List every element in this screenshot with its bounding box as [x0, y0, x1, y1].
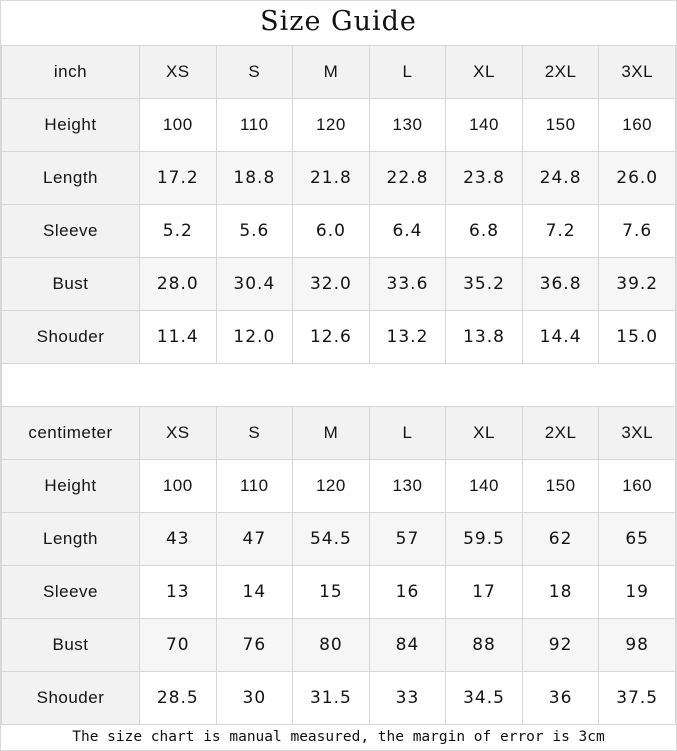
size-header-l: L — [369, 45, 446, 98]
cell: 5.6 — [216, 204, 293, 257]
measurement-note: The size chart is manual measured, the margin of error is 3cm — [72, 729, 605, 746]
cell: 18 — [522, 565, 599, 618]
cell: 13 — [140, 565, 217, 618]
cell: 76 — [216, 618, 293, 671]
row-label-length: Length — [2, 151, 140, 204]
table-row — [2, 98, 676, 151]
size-header-s: S — [216, 406, 293, 459]
unit-label-inch: inch — [2, 45, 140, 98]
table-row — [2, 565, 676, 618]
size-header-l: L — [369, 406, 446, 459]
size-table-inch — [1, 45, 676, 364]
row-label-height: Height — [2, 459, 140, 512]
cell: 28.0 — [140, 257, 217, 310]
row-label-height: Height — [2, 98, 140, 151]
cell: 6.8 — [446, 204, 523, 257]
cell: 37.5 — [599, 671, 676, 724]
cell: 15 — [293, 565, 370, 618]
size-header-xs: XS — [140, 406, 217, 459]
cell: 43 — [140, 512, 217, 565]
cell: 130 — [369, 459, 446, 512]
cell: 120 — [293, 459, 370, 512]
size-header-3xl: 3XL — [599, 45, 676, 98]
cell: 140 — [446, 98, 523, 151]
cell: 36.8 — [522, 257, 599, 310]
row-label-bust: Bust — [2, 618, 140, 671]
cell: 12.6 — [293, 310, 370, 363]
size-header-3xl: 3XL — [599, 406, 676, 459]
cell: 30 — [216, 671, 293, 724]
cell: 31.5 — [293, 671, 370, 724]
cell: 100 — [140, 459, 217, 512]
cell: 30.4 — [216, 257, 293, 310]
table-row — [2, 618, 676, 671]
table-row — [2, 310, 676, 363]
cell: 28.5 — [140, 671, 217, 724]
size-header-m: M — [293, 45, 370, 98]
cell: 36 — [522, 671, 599, 724]
cell: 120 — [293, 98, 370, 151]
cell: 150 — [522, 98, 599, 151]
size-header-xs: XS — [140, 45, 217, 98]
cell: 70 — [140, 618, 217, 671]
cell: 54.5 — [293, 512, 370, 565]
cell: 14.4 — [522, 310, 599, 363]
cell: 35.2 — [446, 257, 523, 310]
table-header-row — [2, 45, 676, 98]
page-title: Size Guide — [260, 6, 417, 37]
cell: 14 — [216, 565, 293, 618]
cell: 33.6 — [369, 257, 446, 310]
cell: 160 — [599, 459, 676, 512]
unit-label-centimeter: centimeter — [2, 406, 140, 459]
size-header-2xl: 2XL — [522, 45, 599, 98]
size-header-xl: XL — [446, 45, 523, 98]
cell: 17.2 — [140, 151, 217, 204]
cell: 11.4 — [140, 310, 217, 363]
table-row — [2, 204, 676, 257]
cell: 62 — [522, 512, 599, 565]
size-header-s: S — [216, 45, 293, 98]
cell: 160 — [599, 98, 676, 151]
cell: 57 — [369, 512, 446, 565]
cell: 12.0 — [216, 310, 293, 363]
cell: 15.0 — [599, 310, 676, 363]
size-header-2xl: 2XL — [522, 406, 599, 459]
row-label-sleeve: Sleeve — [2, 204, 140, 257]
cell: 6.0 — [293, 204, 370, 257]
cell: 110 — [216, 459, 293, 512]
cell: 23.8 — [446, 151, 523, 204]
row-label-length: Length — [2, 512, 140, 565]
table-row — [2, 459, 676, 512]
cell: 16 — [369, 565, 446, 618]
cell: 5.2 — [140, 204, 217, 257]
cell: 130 — [369, 98, 446, 151]
size-header-xl: XL — [446, 406, 523, 459]
cell: 80 — [293, 618, 370, 671]
cell: 21.8 — [293, 151, 370, 204]
cell: 39.2 — [599, 257, 676, 310]
row-label-shouder: Shouder — [2, 671, 140, 724]
cell: 84 — [369, 618, 446, 671]
cell: 92 — [522, 618, 599, 671]
cell: 100 — [140, 98, 217, 151]
cell: 47 — [216, 512, 293, 565]
cell: 19 — [599, 565, 676, 618]
cell: 6.4 — [369, 204, 446, 257]
row-label-shouder: Shouder — [2, 310, 140, 363]
size-table-centimeter — [1, 406, 676, 725]
table-row — [2, 257, 676, 310]
table-row — [2, 151, 676, 204]
cell: 7.6 — [599, 204, 676, 257]
cell: 26.0 — [599, 151, 676, 204]
cell: 13.8 — [446, 310, 523, 363]
cell: 65 — [599, 512, 676, 565]
cell: 59.5 — [446, 512, 523, 565]
cell: 110 — [216, 98, 293, 151]
cell: 32.0 — [293, 257, 370, 310]
size-header-m: M — [293, 406, 370, 459]
cell: 22.8 — [369, 151, 446, 204]
cell: 98 — [599, 618, 676, 671]
row-label-bust: Bust — [2, 257, 140, 310]
table-row — [2, 671, 676, 724]
cell: 7.2 — [522, 204, 599, 257]
cell: 150 — [522, 459, 599, 512]
cell: 88 — [446, 618, 523, 671]
cell: 13.2 — [369, 310, 446, 363]
table-separator — [1, 364, 676, 406]
cell: 24.8 — [522, 151, 599, 204]
table-header-row — [2, 406, 676, 459]
row-label-sleeve: Sleeve — [2, 565, 140, 618]
cell: 18.8 — [216, 151, 293, 204]
cell: 17 — [446, 565, 523, 618]
cell: 34.5 — [446, 671, 523, 724]
cell: 140 — [446, 459, 523, 512]
table-row — [2, 512, 676, 565]
cell: 33 — [369, 671, 446, 724]
